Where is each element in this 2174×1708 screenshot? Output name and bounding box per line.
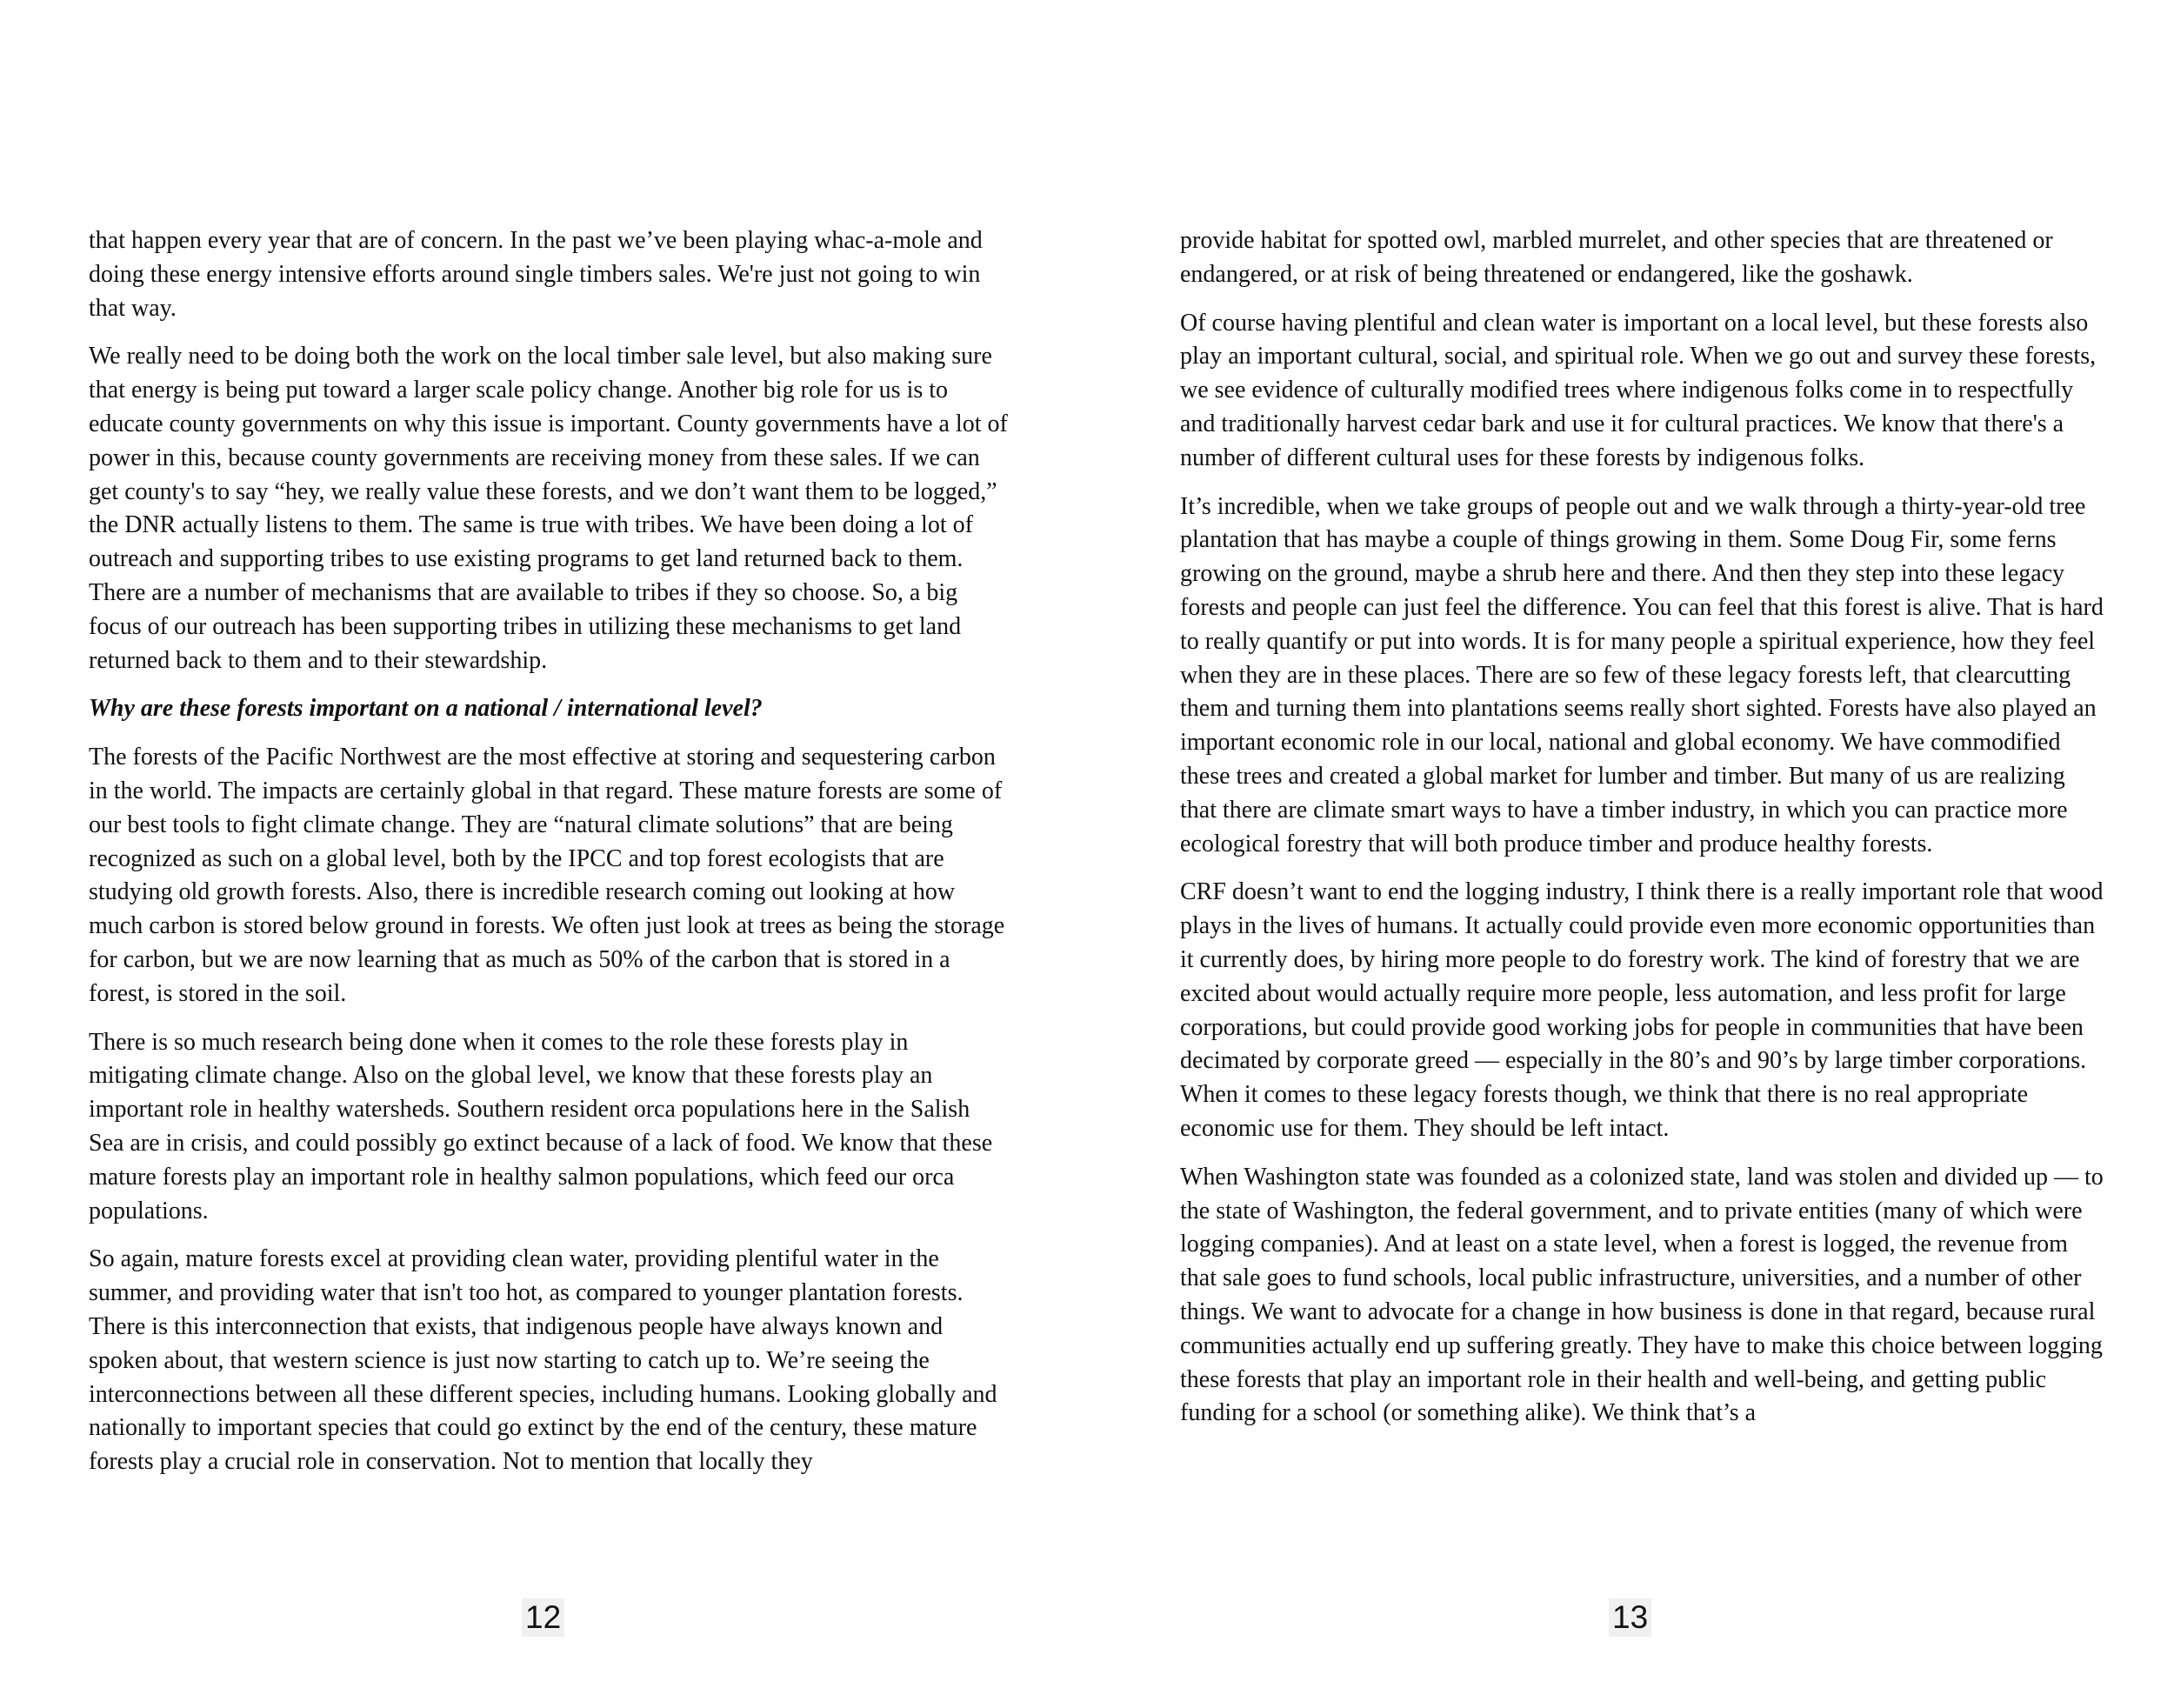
paragraph: The forests of the Pacific Northwest are the most effective at storing and sequestering carbon in the world. The impacts are certainly global in that regard. These mature forests are some of our best tools to fight climate change. They are “natural climate solutions” that are being recognized as such on a global level, both by the IPCC and top forest ecologists that are studying old growth forests. Also, there is incredible research coming out looking at how much carbon is stored below ground in forests. We often just look at trees as being the storage for carbon, but we are now learning that as much as 50% of the carbon that is stored in a forest, is stored in the soil. <box>89 744 1005 1007</box>
paragraph: CRF doesn’t want to end the logging industry, I think there is a really important role that wood plays in the lives of humans. It actually could provide even more economic opportunities than it currently does, by hiring more people to do forestry work. The kind of forestry that we are excited about would actually require more people, less automation, and less profit for large corporations, but could provide good working jobs for people in communities that have been decimated by corporate greed — especially in the 80’s and 90’s by large timber corporations. When it comes to these legacy forests though, we think that there is no real appropriate economic use for them. They should be left intact. <box>1180 878 2104 1142</box>
right-text-column <box>1180 224 2104 1445</box>
paragraph: We really need to be doing both the work on the local timber sale level, but also making sure that energy is being put toward a larger scale policy change. Another big role for us is to educate county governments on why this issue is important. County governments have a lot of power in this, because county governments are receiving money from these sales. If we can get county's to say “hey, we really value these forests, and we don’t want them to be logged,” the DNR actually listens to them. The same is true with tribes. We have been doing a lot of outreach and supporting tribes to use existing programs to get land returned back to them. There are a number of mechanisms that are available to tribes if they so choose. So, a big focus of our outreach has been supporting tribes in utilizing these mechanisms to get land returned back to them and to their stewardship. <box>89 343 1008 674</box>
paragraph: It’s incredible, when we take groups of people out and we walk through a thirty-year-old tree plantation that has maybe a couple of things growing in them. Some Doug Fir, some ferns growing on the ground, maybe a shrub here and there. And then they step into these legacy forests and people can just feel the difference. You can feel that this forest is alive. That is hard to really quantify or put into words. It is for many people a spiritual experience, how they feel when they are in these places. There are so few of these legacy forests left, that clearcutting them and turning them into plantations seems really short sighted. Forests have also played an important economic role in our local, national and global economy. We have commodified these trees and created a global market for lumber and timber. But many of us are realizing that there are climate smart ways to have a timber industry, in which you can practice more ecological forestry that will both produce timber and produce healthy forests. <box>1180 492 2104 857</box>
paragraph: that happen every year that are of concern. In the past we’ve been playing whac-a-mole and doing these energy intensive efforts around single timbers sales. We're just not going to win that way. <box>89 227 983 322</box>
page-number: 13 <box>1609 1598 1651 1637</box>
paragraph: When Washington state was founded as a colonized state, land was stolen and divided up — to the state of Washington, the federal government, and to private entities (many of which were logging companies). And at least on a state level, when a forest is logged, the revenue from that sale goes to fund schools, local public infrastructure, universities, and a number of other things. We want to advocate for a change in how business is done in that regard, because rural communities actually end up suffering greatly. They have to make this choice between logging these forests that play an important role in their health and well-being, and getting public funding for a school (or something alike). We think that’s a <box>1180 1163 2104 1427</box>
paragraph: So again, mature forests excel at providing clean water, providing plentiful water in the summer, and providing water that isn't too hot, as compared to younger plantation forests. There is this interconnection that exists, that indigenous people have always known and spoken about, that western science is just now starting to catch up to. We’re seeing the interconnections between all these different species, including humans. Looking globally and nationally to important species that could go extinct by the end of the century, these mature forests play a crucial role in conservation. Not to mention that locally they <box>89 1245 997 1476</box>
paragraph: Of course having plentiful and clean water is important on a local level, but these forests also play an important cultural, social, and spiritual role. When we go out and survey these forests, we see evidence of culturally modified trees where indigenous folks come in to respectfully and traditionally harvest cedar bark and use it for cultural practices. We know that there's a number of different cultural uses for these forests by indigenous folks. <box>1180 309 2097 471</box>
paragraph: There is so much research being done when it comes to the role these forests play in mitigating climate change. Also on the global level, we know that these forests play an important role in healthy watersheds. Southern resident orca populations here in the Salish Sea are in crisis, and could possibly go extinct because of a lack of food. We know that these mature forests play an important role in healthy salmon populations, which feed our orca populations. <box>89 1028 993 1224</box>
section-heading: Why are these forests important on a national / international level? <box>89 695 763 723</box>
paragraph: provide habitat for spotted owl, marbled murrelet, and other species that are threatened or endangered, or at risk of being threatened or endangered, like the goshawk. <box>1180 227 2053 288</box>
right-page <box>1087 0 2174 1708</box>
left-text-column <box>89 224 1010 1494</box>
page-number: 12 <box>522 1598 564 1637</box>
